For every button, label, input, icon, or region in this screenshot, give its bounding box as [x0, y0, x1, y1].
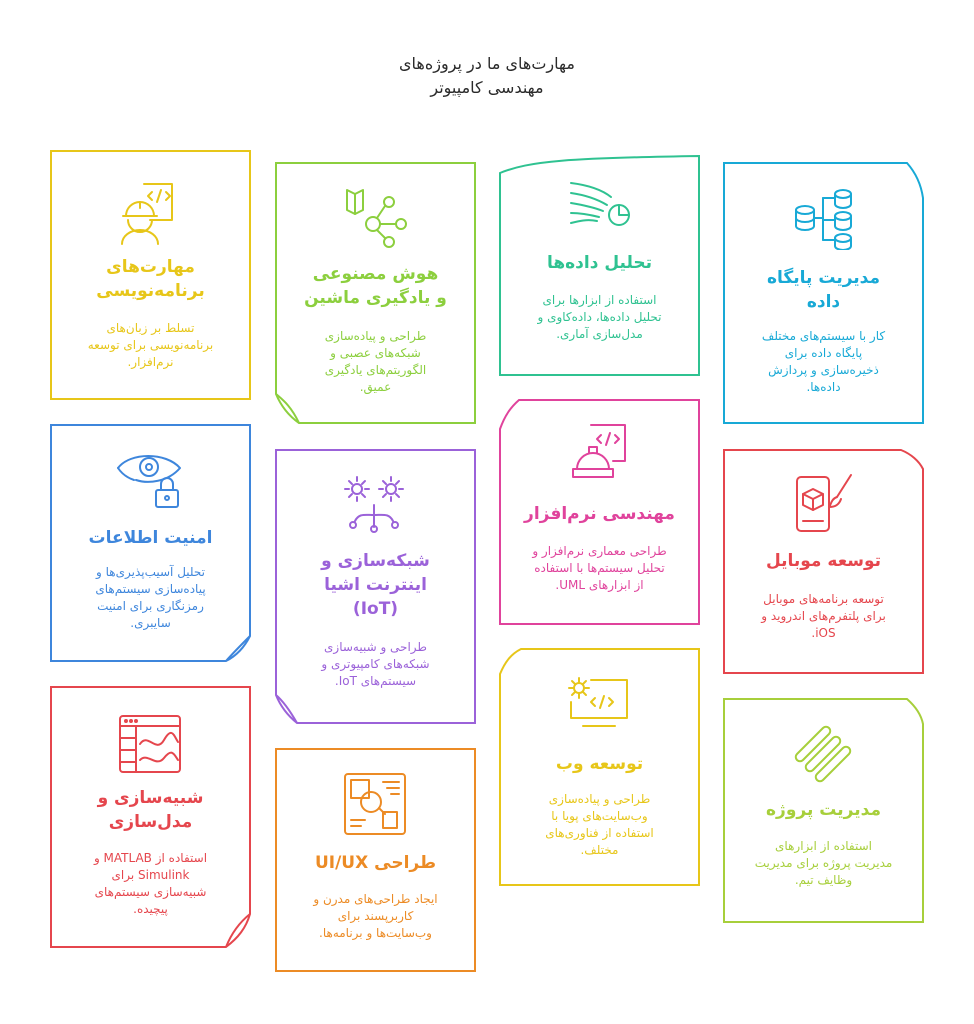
card-heading: مدیریت پروژه [766, 800, 881, 820]
card-heading: شبیه‌سازی و مدل‌سازی [97, 788, 204, 832]
card-description: طراحی و پیاده‌سازی وب‌سایت‌های پویا با استفاده از فناوری‌های مختلف. [545, 792, 654, 857]
card-heading: تحلیل داده‌ها [546, 253, 653, 273]
card-description: توسعه برنامه‌های موبایل برای پلتفرم‌های اندروید و iOS. [761, 592, 886, 640]
card-description: تحلیل آسیب‌پذیری‌ها و پیاده‌سازی سیستم‌های رمزنگاری برای امنیت سایبری. [95, 565, 206, 630]
developer-icon [118, 180, 182, 246]
card-project-management [723, 698, 924, 923]
card-description: استفاده از ابزارهای مدیریت پروژه برای مدیریت وظایف تیم. [754, 839, 893, 887]
card-heading: هوش مصنوعی و یادگیری ماشین [304, 264, 447, 308]
card-description: استفاده از ابزارها برای تحلیل داده‌ها، داده‌کاوی و مدل‌سازی آماری. [537, 293, 662, 341]
card-description: طراحی و پیاده‌سازی شبکه‌های عصبی و الگوریتم‌های یادگیری عمیق. [324, 329, 427, 394]
data-analysis-icon [567, 179, 633, 229]
page-title [287, 52, 687, 100]
card-web-development [499, 648, 700, 886]
iot-gears-icon [343, 475, 407, 533]
card-simulation-modeling [50, 686, 251, 948]
card-heading: مدیریت پایگاه داده [766, 268, 881, 312]
card-heading: توسعه موبایل [765, 551, 882, 571]
card-ui-ux [275, 748, 476, 972]
card-networking-iot [275, 449, 476, 724]
database-icon [793, 188, 855, 250]
card-description: طراحی و شبیه‌سازی شبکه‌های کامپیوتری و سیستم‌های IoT. [321, 640, 430, 688]
project-management-icon [793, 724, 855, 784]
card-mobile-development [723, 449, 924, 674]
card-database [723, 162, 924, 424]
card-ai-ml [275, 162, 476, 424]
mobile-design-icon [793, 471, 857, 535]
card-heading: توسعه وب [555, 754, 644, 774]
card-description: کار با سیستم‌های مختلف پایگاه داده برای ذخیره‌سازی و پردازش داده‌ها. [761, 329, 886, 394]
card-description: تسلط بر زبان‌های برنامه‌نویسی برای توسعه نرم‌افزار. [87, 321, 214, 369]
card-heading: امنیت اطلاعات [88, 528, 213, 548]
card-heading: مهندسی نرم‌افزار [524, 504, 675, 524]
card-software-engineering [499, 399, 700, 625]
card-description: استفاده از MATLAB و Simulink برای شبیه‌سازی سیستم‌های پیچیده. [93, 851, 208, 916]
card-heading: مهارت‌های برنامه‌نویسی [96, 257, 205, 301]
card-heading: شبکه‌سازی و اینترنت اشیا (IoT) [321, 551, 430, 619]
ui-design-icon [343, 772, 407, 836]
simulation-window-icon [118, 714, 182, 774]
web-dev-icon [567, 676, 631, 728]
card-security [50, 424, 251, 662]
card-data-analysis [499, 155, 700, 376]
card-description: طراحی معماری نرم‌افزار و تحلیل سیستم‌ها با استفاده از ابزارهای UML. [532, 544, 667, 592]
ai-network-icon [343, 184, 409, 248]
card-description: ایجاد طراحی‌های مدرن و کاربرپسند برای وب‌سایت‌ها و برنامه‌ها. [313, 892, 438, 940]
page-title-line-2: مهندسی کامپیوتر [430, 78, 544, 97]
eye-lock-icon [116, 448, 184, 510]
card-heading: طراحی UI/UX [314, 853, 437, 873]
hardhat-code-icon [569, 423, 633, 483]
card-programming [50, 150, 251, 400]
page-title-line-1: مهارت‌های ما در پروژه‌های [399, 54, 575, 73]
